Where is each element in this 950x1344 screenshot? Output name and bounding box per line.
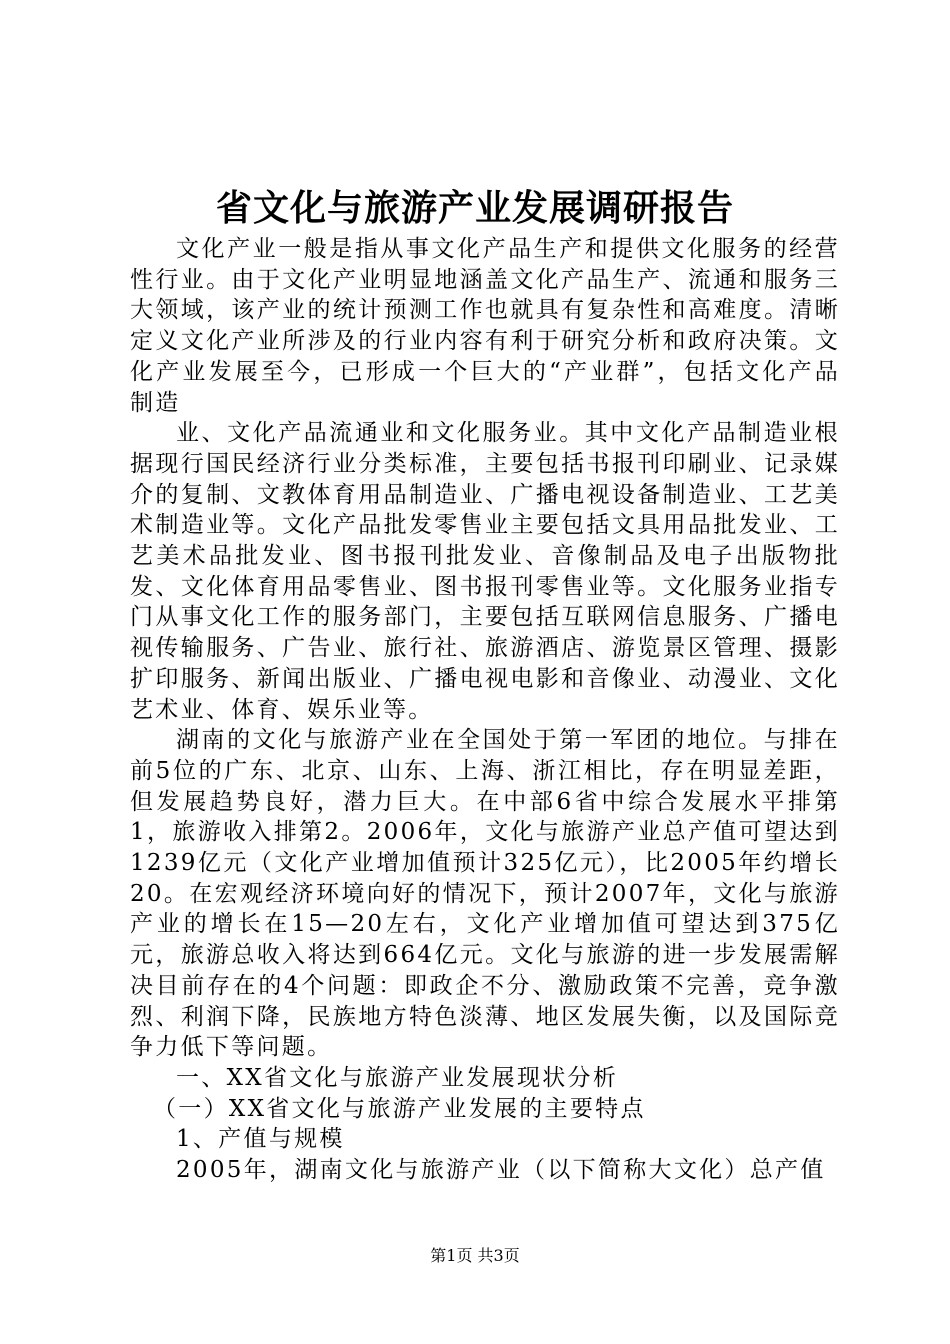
section-heading: 一、XX省文化与旅游产业发展现状分析 [176,1064,619,1091]
document-title: 省文化与旅游产业发展调研报告 [215,187,734,229]
document-body [130,234,840,1186]
paragraph: 文化产业一般是指从事文化产品生产和提供文化服务的经营性行业。由于文化产业明显地涵盖文化产品生产、流通和服务三大领域，该产业的统计预测工作也就具有复杂性和高难度。清晰定义文化产业所涉及的行业内容有利于研究分析和政府决策。文化产业发展至今，已形成一个巨大的“产业群”，包括文化产品制造 [130,236,840,416]
paragraph: 湖南的文化与旅游产业在全国处于第一军团的地位。与排在前5位的广东、北京、山东、上海、浙江相比，存在明显差距，但发展趋势良好，潜力巨大。在中部6省中综合发展水平排第1，旅游收入排第2。2006年，文化与旅游产业总产值可望达到1239亿元（文化产业增加值预计325亿元），比2005年约增长20。在宏观经济环境向好的情况下，预计2007年，文化与旅游产业的增长在15—20左右，文化产业增加值可望达到375亿元，旅游总收入将达到664亿元。文化与旅游的进一步发展需解决目前存在的4个问题：即政企不分、激励政策不完善，竞争激烈、利润下降，民族地方特色淡薄、地区发展失衡，以及国际竞争力低下等问题。 [130,727,840,1061]
subsection-heading: （一）XX省文化与旅游产业发展的主要特点 [153,1095,646,1122]
paragraph: 业、文化产品流通业和文化服务业。其中文化产品制造业根据现行国民经济行业分类标准，主要包括书报刊印刷业、记录媒介的复制、文教体育用品制造业、广播电视设备制造业、工艺美术制造业等。文化产品批发零售业主要包括文具用品批发业、工艺美术品批发业、图书报刊批发业、音像制品及电子出版物批发、文化体育用品零售业、图书报刊零售业等。文化服务业指专门从事文化工作的服务部门，主要包括互联网信息服务、广播电视传输服务、广告业、旅行社、旅游酒店、游览景区管理、摄影扩印服务、新闻出版业、广播电视电影和音像业、动漫业、文化艺术业、体育、娱乐业等。 [130,420,840,723]
subsection-item-heading: 1、产值与规模 [176,1126,345,1153]
page-footer: 第1页 共3页 [430,1246,520,1265]
paragraph: 2005年，湖南文化与旅游产业（以下简称大文化）总产值 [176,1157,826,1184]
